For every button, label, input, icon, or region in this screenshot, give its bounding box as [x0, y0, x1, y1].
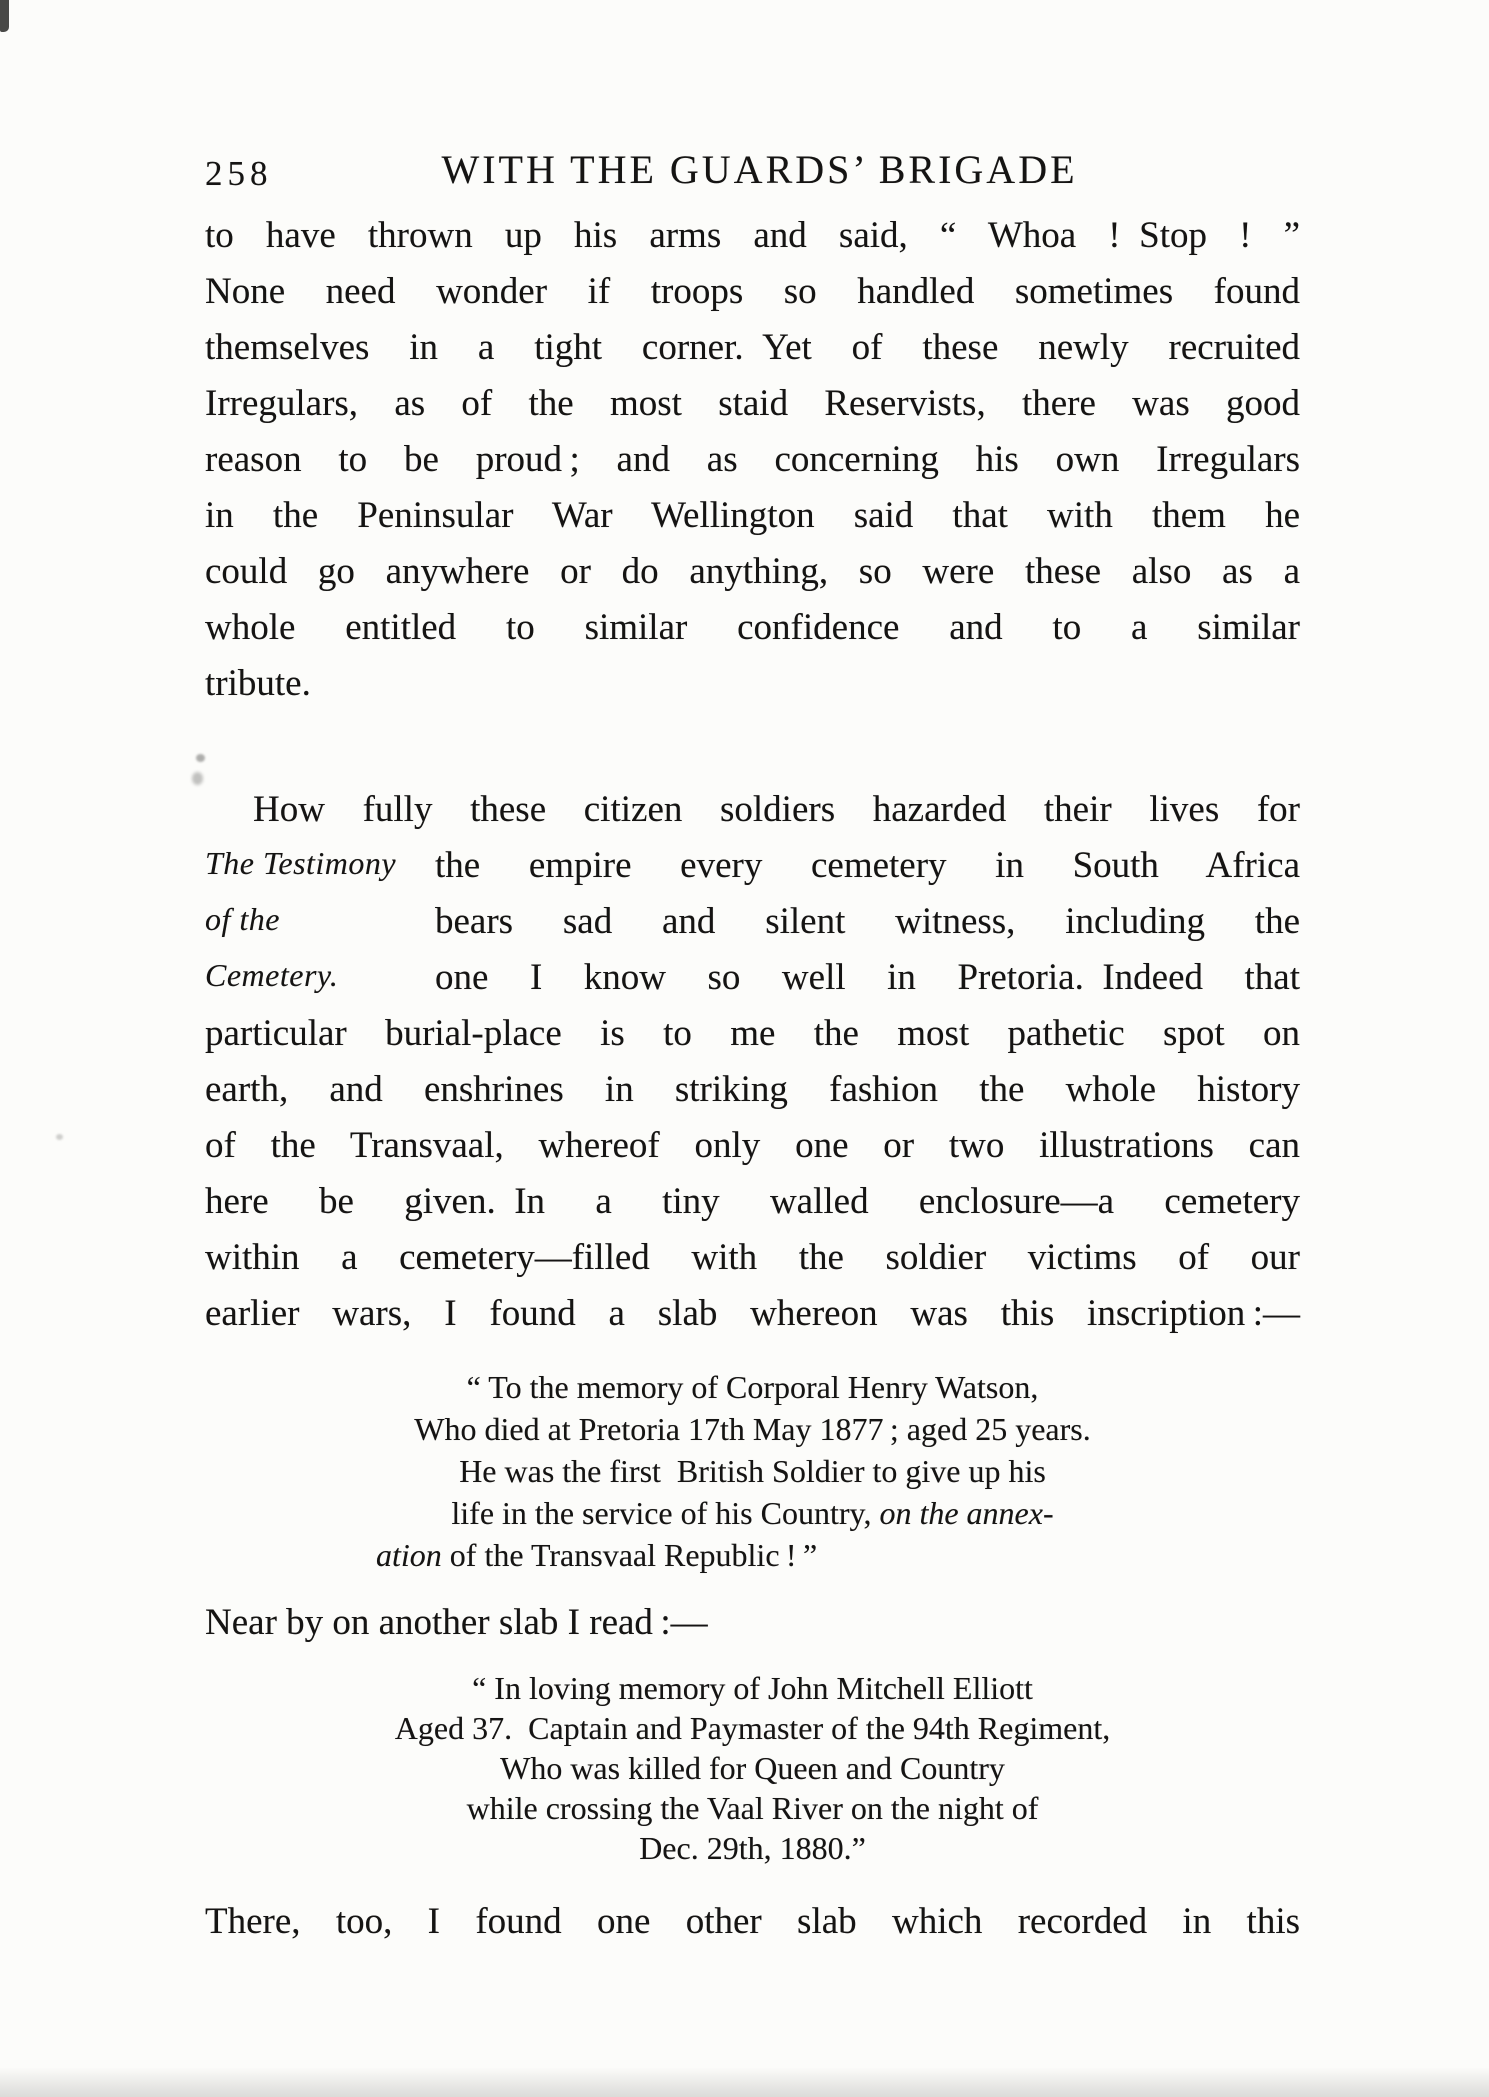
text-line: reason to be proud ; and as concerning his own Irregulars [205, 439, 1300, 480]
text-line: There, too, I found one other slab which recorded in this [205, 1901, 1300, 1942]
text-run: life in the service of his Country, [451, 1495, 880, 1531]
inscription-elliott [205, 1668, 1300, 1868]
scan-artifact-page-edge [0, 2067, 1489, 2097]
italic-text-run: on the annex- [879, 1495, 1054, 1531]
text-line [205, 838, 1300, 894]
page-header [205, 146, 1300, 194]
text-run: bears sad and silent witness, including the [435, 901, 1300, 942]
text-line [205, 1492, 1300, 1534]
text-line: Dec. 29th, 1880.” [639, 1830, 866, 1866]
text-line: How fully these citizen soldiers hazarded their lives for [253, 789, 1300, 830]
scan-artifact-corner-mark [0, 0, 9, 32]
text-blocks [205, 208, 1300, 1950]
scan-artifact-speck [56, 1134, 63, 1140]
text-line: “ To the memory of Corporal Henry Watson, [466, 1369, 1039, 1405]
text-line: He was the first British Soldier to give up his [459, 1453, 1046, 1489]
italic-text-run: ation [376, 1537, 442, 1573]
inscription-watson [205, 1366, 1300, 1576]
text-line: None need wonder if troops so handled sometimes found [205, 271, 1300, 312]
text-line: earlier wars, I found a slab whereon was this inscription :— [205, 1293, 1300, 1334]
text-line: within a cemetery—filled with the soldier victims of our [205, 1237, 1300, 1278]
text-run: the empire every cemetery in South Africa [435, 845, 1300, 886]
text-line: Who was killed for Queen and Country [500, 1750, 1005, 1786]
page-number: 258 [205, 154, 273, 193]
text-line: Near by on another slab I read :— [205, 1602, 708, 1643]
text-run: one I know so well in Pretoria. Indeed that [435, 957, 1300, 998]
text-line: “ In loving memory of John Mitchell Elliott [472, 1670, 1033, 1706]
text-line: Who died at Pretoria 17th May 1877 ; aged 25 years. [414, 1411, 1091, 1447]
paragraph-cemetery [205, 782, 1300, 1342]
margin-note: Cemetery. [205, 957, 339, 993]
text-line [205, 950, 1300, 1006]
text-line [205, 894, 1300, 950]
text-line: in the Peninsular War Wellington said that with them he [205, 495, 1300, 536]
margin-note: The Testimony [205, 845, 397, 881]
text-line: of the Transvaal, whereof only one or two illustrations can [205, 1125, 1300, 1166]
text-line: while crossing the Vaal River on the night of [466, 1790, 1039, 1826]
text-line: here be given. In a tiny walled enclosure—a cemetery [205, 1181, 1300, 1222]
text-line: whole entitled to similar confidence and to a similar [205, 607, 1300, 648]
text-line [205, 1534, 1300, 1576]
paragraph-closing [205, 1894, 1300, 1950]
paragraph-opening [205, 208, 1300, 712]
margin-note: of the [205, 901, 280, 937]
text-line: tribute. [205, 663, 311, 704]
text-line: earth, and enshrines in striking fashion the whole history [205, 1069, 1300, 1110]
text-line: to have thrown up his arms and said, “ Whoa ! Stop ! ” [205, 215, 1300, 256]
lead-near-by [205, 1598, 1300, 1648]
text-run: of the Transvaal Republic ! ” [441, 1537, 818, 1573]
page-title: WITH THE GUARDS’ BRIGADE [441, 147, 1078, 192]
text-line: particular burial-place is to me the most pathetic spot on [205, 1013, 1300, 1054]
text-line: could go anywhere or do anything, so were these also as a [205, 551, 1300, 592]
text-line: Irregulars, as of the most staid Reservists, there was good [205, 383, 1300, 424]
text-line: Aged 37. Captain and Paymaster of the 94th Regiment, [394, 1710, 1111, 1746]
scan-artifact-smudge [196, 754, 205, 762]
scan-artifact-smudge [192, 772, 203, 785]
text-line: themselves in a tight corner. Yet of these newly recruited [205, 327, 1300, 368]
